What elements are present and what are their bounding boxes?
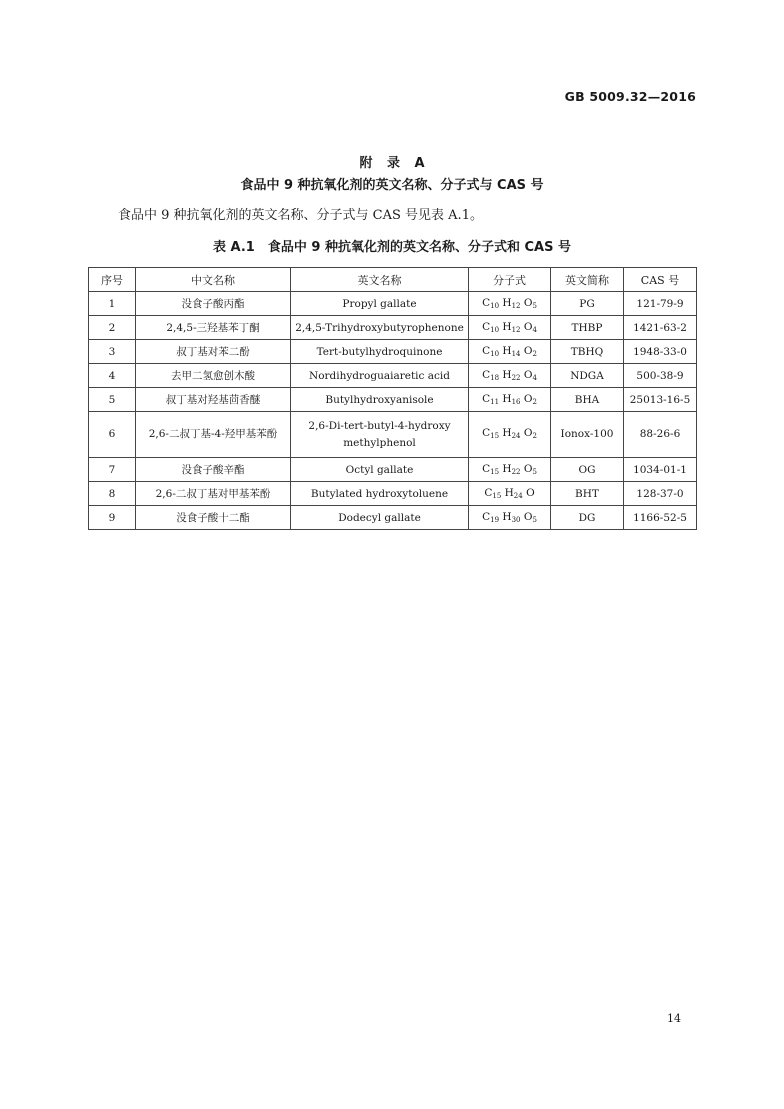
- table-row: [89, 364, 697, 388]
- cell-formula: $C_{18}$ $H_{22}$ $O_4$: [469, 364, 551, 388]
- header-no: 序号: [89, 268, 136, 292]
- cell-cas: 1034-01-1: [624, 458, 697, 482]
- cell-en-name: Butylhydroxyanisole: [291, 388, 469, 412]
- cell-abbr: BHT: [551, 482, 624, 506]
- header-cn-name: 中文名称: [136, 268, 291, 292]
- cell-cas: 121-79-9: [624, 292, 697, 316]
- cell-abbr: THBP: [551, 316, 624, 340]
- cell-abbr: TBHQ: [551, 340, 624, 364]
- table-header-row: [89, 268, 697, 292]
- table-row: [89, 412, 697, 458]
- cell-en-name: 2,4,5-Trihydroxybutyrophenone: [291, 316, 469, 340]
- cell-no: 6: [89, 412, 136, 458]
- cell-en-name: Tert-butylhydroquinone: [291, 340, 469, 364]
- cell-formula: $C_{10}$ $H_{12}$ $O_5$: [469, 292, 551, 316]
- cell-abbr: PG: [551, 292, 624, 316]
- cell-cas: 25013-16-5: [624, 388, 697, 412]
- cell-cn-name: 没食子酸辛酯: [136, 458, 291, 482]
- cell-cas: 88-26-6: [624, 412, 697, 458]
- cell-cn-name: 叔丁基对羟基茴香醚: [136, 388, 291, 412]
- cell-abbr: NDGA: [551, 364, 624, 388]
- en-name-line: 2,6-Di-tert-butyl-4-hydroxy: [308, 419, 451, 432]
- header-formula: 分子式: [469, 268, 551, 292]
- cell-cn-name: 去甲二氢愈创木酸: [136, 364, 291, 388]
- cell-formula: $C_{10}$ $H_{14}$ $O_2$: [469, 340, 551, 364]
- cell-abbr: DG: [551, 506, 624, 530]
- cell-no: 4: [89, 364, 136, 388]
- en-name-line: methylphenol: [343, 436, 416, 449]
- cell-formula: $C_{19}$ $H_{30}$ $O_5$: [469, 506, 551, 530]
- cell-no: 8: [89, 482, 136, 506]
- cell-formula: $C_{10}$ $H_{12}$ $O_4$: [469, 316, 551, 340]
- cell-cn-name: 2,6-二叔丁基对甲基苯酚: [136, 482, 291, 506]
- cell-formula: $C_{11}$ $H_{16}$ $O_2$: [469, 388, 551, 412]
- cell-formula: $C_{15}$ $H_{22}$ $O_5$: [469, 458, 551, 482]
- cell-no: 5: [89, 388, 136, 412]
- appendix-subtitle: 食品中 9 种抗氧化剂的英文名称、分子式与 CAS 号: [240, 178, 544, 193]
- table-row: [89, 458, 697, 482]
- cell-cas: 1421-63-2: [624, 316, 697, 340]
- cell-cas: 500-38-9: [624, 364, 697, 388]
- cell-cas: 128-37-0: [624, 482, 697, 506]
- cell-cn-name: 叔丁基对苯二酚: [136, 340, 291, 364]
- table-row: [89, 316, 697, 340]
- cell-en-name: Dodecyl gallate: [291, 506, 469, 530]
- cell-abbr: OG: [551, 458, 624, 482]
- cell-no: 2: [89, 316, 136, 340]
- table-caption: 表 A.1 食品中 9 种抗氧化剂的英文名称、分子式和 CAS 号: [213, 240, 571, 255]
- table-row: [89, 482, 697, 506]
- intro-paragraph: 食品中 9 种抗氧化剂的英文名称、分子式与 CAS 号见表 A.1。: [118, 208, 483, 223]
- cell-en-name: Butylated hydroxytoluene: [291, 482, 469, 506]
- header-abbr: 英文简称: [551, 268, 624, 292]
- cell-en-name: Propyl gallate: [291, 292, 469, 316]
- cell-no: 7: [89, 458, 136, 482]
- page-number: 14: [667, 1012, 681, 1025]
- header-cas: CAS 号: [624, 268, 697, 292]
- antioxidant-table: [88, 267, 697, 530]
- table-row: [89, 388, 697, 412]
- cell-cas: 1166-52-5: [624, 506, 697, 530]
- table-row: [89, 340, 697, 364]
- cell-cn-name: 没食子酸丙酯: [136, 292, 291, 316]
- cell-formula: $C_{15}$ $H_{24}$ O: [469, 482, 551, 506]
- cell-en-name: Octyl gallate: [291, 458, 469, 482]
- cell-cn-name: 2,4,5-三羟基苯丁酮: [136, 316, 291, 340]
- cell-no: 3: [89, 340, 136, 364]
- table-row: [89, 292, 697, 316]
- appendix-title: 附 录 A: [359, 156, 425, 171]
- cell-no: 9: [89, 506, 136, 530]
- table-row: [89, 506, 697, 530]
- cell-cn-name: 2,6-二叔丁基-4-羟甲基苯酚: [136, 412, 291, 458]
- cell-en-name: Nordihydroguaiaretic acid: [291, 364, 469, 388]
- cell-no: 1: [89, 292, 136, 316]
- standard-code: GB 5009.32—2016: [564, 89, 696, 104]
- cell-abbr: Ionox-100: [551, 412, 624, 458]
- cell-formula: $C_{15}$ $H_{24}$ $O_2$: [469, 412, 551, 458]
- header-en-name: 英文名称: [291, 268, 469, 292]
- cell-abbr: BHA: [551, 388, 624, 412]
- cell-en-name: [291, 412, 469, 458]
- cell-cn-name: 没食子酸十二酯: [136, 506, 291, 530]
- cell-cas: 1948-33-0: [624, 340, 697, 364]
